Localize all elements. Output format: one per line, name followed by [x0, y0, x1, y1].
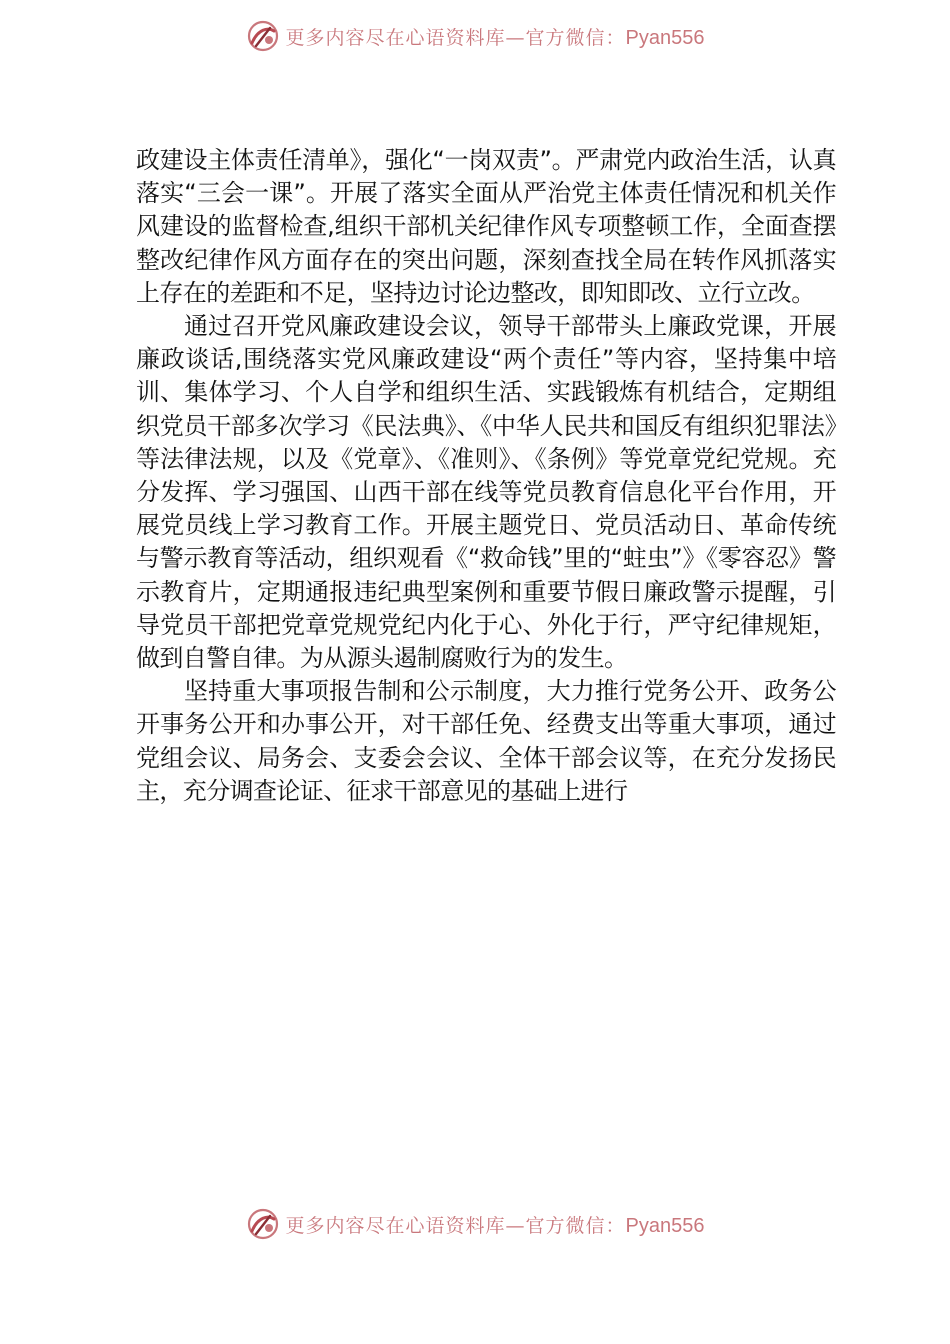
header-banner-separator: —: [505, 26, 526, 49]
paragraph-2: 通过召开党风廉政建设会议，领导干部带头上廉政党课，开展廉政谈话,围绕落实党风廉政建设“两个责任”等内容，坚持集中培训、集体学习、个人自学和组织生活、实践锻炼有机结合，定期组织党员干部多次学习《民法典》、《中华人民共和国反有组织犯罪法》等法律法规，以及《党章》、《准则》、《条例》等党章党纪党规。充分发挥、学习强国、山西干部在线等党员教育信息化平台作用，开展党员线上学习教育工作。开展主题党日、党员活动日、革命传统与警示教育等活动，组织观看《“救命钱”里的“蛀虫”》《零容忍》警示教育片，定期通报违纪典型案例和重要节假日廉政警示提醒，引导党员干部把党章党规党纪内化于心、外化于行，严守纪律规矩，做到自警自律。为从源头遏制腐败行为的发生。: [136, 312, 836, 673]
document-body: [136, 144, 836, 808]
brand-logo-icon: [246, 19, 280, 53]
header-banner-inner: [246, 19, 705, 53]
footer-banner-separator: —: [505, 1214, 526, 1237]
header-banner-title: 更多内容尽在心语资料库: [285, 26, 506, 49]
header-banner: [0, 16, 950, 56]
header-banner-id: Pyan556: [625, 26, 705, 49]
brand-logo-icon: [246, 1207, 280, 1241]
footer-banner-title: 更多内容尽在心语资料库: [285, 1214, 506, 1237]
footer-banner-id: Pyan556: [625, 1214, 705, 1237]
header-banner-label: 官方微信：: [525, 26, 626, 49]
footer-banner-inner: [246, 1207, 705, 1241]
paragraph-1: 政建设主体责任清单》，强化“一岗双责”。严肃党内政治生活，认真落实“三会一课”。开展了落实全面从严治党主体责任情况和机关作风建设的监督检查,组织干部机关纪律作风专项整顿工作，全面查摆整改纪律作风方面存在的突出问题，深刻查找全局在转作风抓落实上存在的差距和不足，坚持边讨论边整改，即知即改、立行立改。: [136, 146, 836, 307]
paragraph-3: 坚持重大事项报告制和公示制度，大力推行党务公开、政务公开事务公开和办事公开，对干部任免、经费支出等重大事项，通过党组会议、局务会、支委会会议、全体干部会议等，在充分发扬民主，充分调查论证、征求干部意见的基础上进行: [136, 677, 836, 805]
footer-banner-label: 官方微信：: [525, 1214, 626, 1237]
footer-banner: [0, 1204, 950, 1244]
footer-banner-text: [286, 1211, 705, 1238]
header-banner-text: [286, 23, 705, 50]
